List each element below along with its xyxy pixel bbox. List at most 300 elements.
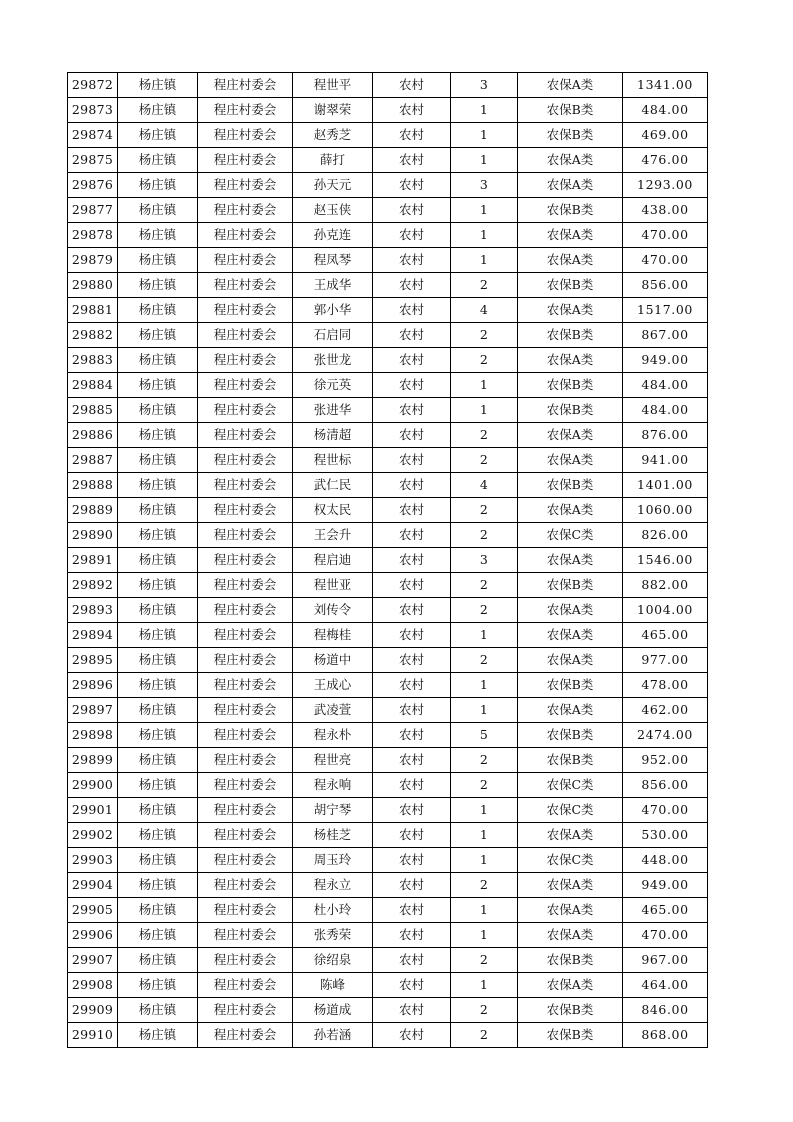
id-cell: 29889 (68, 498, 118, 523)
village-cell: 程庄村委会 (198, 248, 293, 273)
name-cell: 杨道中 (293, 648, 373, 673)
town-cell: 杨庄镇 (118, 623, 198, 648)
village-cell: 程庄村委会 (198, 698, 293, 723)
table-row (68, 998, 708, 1023)
table-row (68, 98, 708, 123)
category-cell: 农保A类 (518, 698, 623, 723)
area-cell: 农村 (373, 198, 451, 223)
village-cell: 程庄村委会 (198, 373, 293, 398)
amount-cell: 484.00 (623, 373, 708, 398)
name-cell: 程梅桂 (293, 623, 373, 648)
id-cell: 29877 (68, 198, 118, 223)
id-cell: 29878 (68, 223, 118, 248)
town-cell: 杨庄镇 (118, 273, 198, 298)
id-cell: 29908 (68, 973, 118, 998)
area-cell: 农村 (373, 473, 451, 498)
count-cell: 1 (451, 973, 518, 998)
count-cell: 1 (451, 898, 518, 923)
village-cell: 程庄村委会 (198, 848, 293, 873)
category-cell: 农保A类 (518, 498, 623, 523)
table-row (68, 148, 708, 173)
area-cell: 农村 (373, 148, 451, 173)
category-cell: 农保A类 (518, 223, 623, 248)
count-cell: 2 (451, 423, 518, 448)
count-cell: 3 (451, 73, 518, 98)
count-cell: 1 (451, 623, 518, 648)
count-cell: 2 (451, 998, 518, 1023)
count-cell: 1 (451, 848, 518, 873)
amount-cell: 448.00 (623, 848, 708, 873)
amount-cell: 462.00 (623, 698, 708, 723)
category-cell: 农保B类 (518, 1023, 623, 1048)
category-cell: 农保B类 (518, 573, 623, 598)
area-cell: 农村 (373, 723, 451, 748)
village-cell: 程庄村委会 (198, 898, 293, 923)
town-cell: 杨庄镇 (118, 423, 198, 448)
area-cell: 农村 (373, 373, 451, 398)
id-cell: 29897 (68, 698, 118, 723)
village-cell: 程庄村委会 (198, 148, 293, 173)
count-cell: 2 (451, 273, 518, 298)
area-cell: 农村 (373, 698, 451, 723)
town-cell: 杨庄镇 (118, 298, 198, 323)
id-cell: 29903 (68, 848, 118, 873)
name-cell: 杨道成 (293, 998, 373, 1023)
amount-cell: 867.00 (623, 323, 708, 348)
id-cell: 29890 (68, 523, 118, 548)
id-cell: 29876 (68, 173, 118, 198)
id-cell: 29874 (68, 123, 118, 148)
village-cell: 程庄村委会 (198, 123, 293, 148)
category-cell: 农保C类 (518, 848, 623, 873)
area-cell: 农村 (373, 823, 451, 848)
area-cell: 农村 (373, 798, 451, 823)
area-cell: 农村 (373, 423, 451, 448)
village-cell: 程庄村委会 (198, 73, 293, 98)
name-cell: 程永朴 (293, 723, 373, 748)
village-cell: 程庄村委会 (198, 873, 293, 898)
id-cell: 29902 (68, 823, 118, 848)
amount-cell: 484.00 (623, 398, 708, 423)
table-row (68, 848, 708, 873)
name-cell: 王成华 (293, 273, 373, 298)
name-cell: 石启同 (293, 323, 373, 348)
name-cell: 杨清超 (293, 423, 373, 448)
table-row (68, 798, 708, 823)
area-cell: 农村 (373, 248, 451, 273)
town-cell: 杨庄镇 (118, 673, 198, 698)
town-cell: 杨庄镇 (118, 1023, 198, 1048)
area-cell: 农村 (373, 923, 451, 948)
id-cell: 29873 (68, 98, 118, 123)
amount-cell: 949.00 (623, 348, 708, 373)
category-cell: 农保B类 (518, 948, 623, 973)
name-cell: 赵秀芝 (293, 123, 373, 148)
amount-cell: 952.00 (623, 748, 708, 773)
area-cell: 农村 (373, 98, 451, 123)
count-cell: 2 (451, 573, 518, 598)
count-cell: 2 (451, 498, 518, 523)
amount-cell: 465.00 (623, 623, 708, 648)
category-cell: 农保C类 (518, 798, 623, 823)
category-cell: 农保A类 (518, 348, 623, 373)
name-cell: 武仁民 (293, 473, 373, 498)
town-cell: 杨庄镇 (118, 998, 198, 1023)
id-cell: 29901 (68, 798, 118, 823)
town-cell: 杨庄镇 (118, 148, 198, 173)
village-cell: 程庄村委会 (198, 723, 293, 748)
id-cell: 29883 (68, 348, 118, 373)
amount-cell: 1293.00 (623, 173, 708, 198)
area-cell: 农村 (373, 298, 451, 323)
id-cell: 29887 (68, 448, 118, 473)
id-cell: 29900 (68, 773, 118, 798)
area-cell: 农村 (373, 123, 451, 148)
area-cell: 农村 (373, 673, 451, 698)
count-cell: 1 (451, 223, 518, 248)
name-cell: 郭小华 (293, 298, 373, 323)
area-cell: 农村 (373, 323, 451, 348)
count-cell: 1 (451, 248, 518, 273)
id-cell: 29893 (68, 598, 118, 623)
count-cell: 2 (451, 773, 518, 798)
area-cell: 农村 (373, 73, 451, 98)
area-cell: 农村 (373, 498, 451, 523)
name-cell: 王会升 (293, 523, 373, 548)
table-row (68, 773, 708, 798)
village-cell: 程庄村委会 (198, 823, 293, 848)
area-cell: 农村 (373, 1023, 451, 1048)
amount-cell: 1401.00 (623, 473, 708, 498)
name-cell: 程世亮 (293, 748, 373, 773)
category-cell: 农保A类 (518, 173, 623, 198)
town-cell: 杨庄镇 (118, 923, 198, 948)
id-cell: 29875 (68, 148, 118, 173)
amount-cell: 1060.00 (623, 498, 708, 523)
name-cell: 张秀荣 (293, 923, 373, 948)
area-cell: 农村 (373, 998, 451, 1023)
amount-cell: 470.00 (623, 223, 708, 248)
area-cell: 农村 (373, 523, 451, 548)
category-cell: 农保A类 (518, 873, 623, 898)
area-cell: 农村 (373, 848, 451, 873)
name-cell: 陈峰 (293, 973, 373, 998)
area-cell: 农村 (373, 598, 451, 623)
name-cell: 杨桂芝 (293, 823, 373, 848)
count-cell: 1 (451, 798, 518, 823)
town-cell: 杨庄镇 (118, 173, 198, 198)
count-cell: 2 (451, 348, 518, 373)
table-row (68, 548, 708, 573)
category-cell: 农保A类 (518, 298, 623, 323)
area-cell: 农村 (373, 898, 451, 923)
name-cell: 程永立 (293, 873, 373, 898)
id-cell: 29895 (68, 648, 118, 673)
area-cell: 农村 (373, 623, 451, 648)
area-cell: 农村 (373, 348, 451, 373)
town-cell: 杨庄镇 (118, 973, 198, 998)
table-row (68, 523, 708, 548)
town-cell: 杨庄镇 (118, 873, 198, 898)
amount-cell: 1004.00 (623, 598, 708, 623)
village-cell: 程庄村委会 (198, 973, 293, 998)
name-cell: 刘传令 (293, 598, 373, 623)
count-cell: 2 (451, 1023, 518, 1048)
table-row (68, 873, 708, 898)
count-cell: 2 (451, 873, 518, 898)
table-row (68, 573, 708, 598)
amount-cell: 826.00 (623, 523, 708, 548)
table-row (68, 623, 708, 648)
amount-cell: 882.00 (623, 573, 708, 598)
town-cell: 杨庄镇 (118, 898, 198, 923)
amount-cell: 464.00 (623, 973, 708, 998)
count-cell: 4 (451, 298, 518, 323)
table-row (68, 673, 708, 698)
id-cell: 29898 (68, 723, 118, 748)
id-cell: 29904 (68, 873, 118, 898)
category-cell: 农保B类 (518, 323, 623, 348)
village-cell: 程庄村委会 (198, 398, 293, 423)
id-cell: 29881 (68, 298, 118, 323)
amount-cell: 470.00 (623, 248, 708, 273)
count-cell: 2 (451, 323, 518, 348)
id-cell: 29894 (68, 623, 118, 648)
count-cell: 2 (451, 523, 518, 548)
table-row (68, 723, 708, 748)
area-cell: 农村 (373, 173, 451, 198)
count-cell: 5 (451, 723, 518, 748)
name-cell: 胡宁琴 (293, 798, 373, 823)
table-row (68, 273, 708, 298)
category-cell: 农保B类 (518, 123, 623, 148)
amount-cell: 2474.00 (623, 723, 708, 748)
town-cell: 杨庄镇 (118, 848, 198, 873)
category-cell: 农保A类 (518, 148, 623, 173)
village-cell: 程庄村委会 (198, 523, 293, 548)
count-cell: 4 (451, 473, 518, 498)
village-cell: 程庄村委会 (198, 348, 293, 373)
amount-cell: 438.00 (623, 198, 708, 223)
count-cell: 3 (451, 173, 518, 198)
town-cell: 杨庄镇 (118, 398, 198, 423)
amount-cell: 941.00 (623, 448, 708, 473)
table-row (68, 298, 708, 323)
village-cell: 程庄村委会 (198, 473, 293, 498)
area-cell: 农村 (373, 948, 451, 973)
amount-cell: 469.00 (623, 123, 708, 148)
town-cell: 杨庄镇 (118, 698, 198, 723)
town-cell: 杨庄镇 (118, 523, 198, 548)
name-cell: 权太民 (293, 498, 373, 523)
id-cell: 29906 (68, 923, 118, 948)
table-row (68, 223, 708, 248)
table-row (68, 1023, 708, 1048)
category-cell: 农保A类 (518, 73, 623, 98)
village-cell: 程庄村委会 (198, 548, 293, 573)
amount-cell: 868.00 (623, 1023, 708, 1048)
village-cell: 程庄村委会 (198, 498, 293, 523)
id-cell: 29899 (68, 748, 118, 773)
table-row (68, 823, 708, 848)
category-cell: 农保A类 (518, 448, 623, 473)
village-cell: 程庄村委会 (198, 998, 293, 1023)
amount-cell: 530.00 (623, 823, 708, 848)
id-cell: 29879 (68, 248, 118, 273)
name-cell: 徐绍泉 (293, 948, 373, 973)
category-cell: 农保A类 (518, 648, 623, 673)
village-cell: 程庄村委会 (198, 648, 293, 673)
village-cell: 程庄村委会 (198, 323, 293, 348)
id-cell: 29909 (68, 998, 118, 1023)
id-cell: 29896 (68, 673, 118, 698)
village-cell: 程庄村委会 (198, 623, 293, 648)
name-cell: 程启迪 (293, 548, 373, 573)
count-cell: 3 (451, 548, 518, 573)
area-cell: 农村 (373, 648, 451, 673)
town-cell: 杨庄镇 (118, 323, 198, 348)
town-cell: 杨庄镇 (118, 98, 198, 123)
town-cell: 杨庄镇 (118, 823, 198, 848)
count-cell: 2 (451, 598, 518, 623)
name-cell: 薛打 (293, 148, 373, 173)
count-cell: 1 (451, 698, 518, 723)
town-cell: 杨庄镇 (118, 948, 198, 973)
amount-cell: 846.00 (623, 998, 708, 1023)
table-row (68, 248, 708, 273)
category-cell: 农保B类 (518, 398, 623, 423)
table-row (68, 448, 708, 473)
name-cell: 赵玉侠 (293, 198, 373, 223)
name-cell: 程凤琴 (293, 248, 373, 273)
count-cell: 1 (451, 673, 518, 698)
table-row (68, 698, 708, 723)
village-cell: 程庄村委会 (198, 1023, 293, 1048)
town-cell: 杨庄镇 (118, 548, 198, 573)
village-cell: 程庄村委会 (198, 598, 293, 623)
name-cell: 周玉玲 (293, 848, 373, 873)
category-cell: 农保B类 (518, 673, 623, 698)
town-cell: 杨庄镇 (118, 473, 198, 498)
id-cell: 29872 (68, 73, 118, 98)
area-cell: 农村 (373, 448, 451, 473)
table-row (68, 748, 708, 773)
town-cell: 杨庄镇 (118, 498, 198, 523)
id-cell: 29892 (68, 573, 118, 598)
name-cell: 张世龙 (293, 348, 373, 373)
table-row (68, 73, 708, 98)
name-cell: 程世亚 (293, 573, 373, 598)
village-cell: 程庄村委会 (198, 298, 293, 323)
table-row (68, 598, 708, 623)
count-cell: 2 (451, 648, 518, 673)
amount-cell: 949.00 (623, 873, 708, 898)
category-cell: 农保B类 (518, 473, 623, 498)
category-cell: 农保A类 (518, 923, 623, 948)
name-cell: 孙天元 (293, 173, 373, 198)
table-row (68, 898, 708, 923)
table-body (68, 73, 708, 1048)
area-cell: 农村 (373, 573, 451, 598)
amount-cell: 977.00 (623, 648, 708, 673)
id-cell: 29884 (68, 373, 118, 398)
category-cell: 农保C类 (518, 773, 623, 798)
area-cell: 农村 (373, 223, 451, 248)
amount-cell: 478.00 (623, 673, 708, 698)
table-row (68, 323, 708, 348)
amount-cell: 470.00 (623, 923, 708, 948)
category-cell: 农保B类 (518, 273, 623, 298)
category-cell: 农保B类 (518, 373, 623, 398)
category-cell: 农保C类 (518, 523, 623, 548)
amount-cell: 465.00 (623, 898, 708, 923)
area-cell: 农村 (373, 548, 451, 573)
category-cell: 农保B类 (518, 723, 623, 748)
name-cell: 谢翠荣 (293, 98, 373, 123)
id-cell: 29888 (68, 473, 118, 498)
table-row (68, 973, 708, 998)
area-cell: 农村 (373, 273, 451, 298)
village-cell: 程庄村委会 (198, 573, 293, 598)
town-cell: 杨庄镇 (118, 73, 198, 98)
category-cell: 农保A类 (518, 548, 623, 573)
amount-cell: 856.00 (623, 773, 708, 798)
town-cell: 杨庄镇 (118, 773, 198, 798)
count-cell: 1 (451, 148, 518, 173)
name-cell: 杜小玲 (293, 898, 373, 923)
name-cell: 张进华 (293, 398, 373, 423)
count-cell: 2 (451, 948, 518, 973)
category-cell: 农保B类 (518, 748, 623, 773)
category-cell: 农保A类 (518, 598, 623, 623)
count-cell: 1 (451, 98, 518, 123)
category-cell: 农保A类 (518, 898, 623, 923)
town-cell: 杨庄镇 (118, 248, 198, 273)
village-cell: 程庄村委会 (198, 173, 293, 198)
table-row (68, 123, 708, 148)
amount-cell: 1546.00 (623, 548, 708, 573)
village-cell: 程庄村委会 (198, 923, 293, 948)
village-cell: 程庄村委会 (198, 448, 293, 473)
count-cell: 2 (451, 748, 518, 773)
table-row (68, 648, 708, 673)
town-cell: 杨庄镇 (118, 748, 198, 773)
village-cell: 程庄村委会 (198, 273, 293, 298)
town-cell: 杨庄镇 (118, 223, 198, 248)
table-row (68, 173, 708, 198)
amount-cell: 484.00 (623, 98, 708, 123)
table-row (68, 498, 708, 523)
village-cell: 程庄村委会 (198, 223, 293, 248)
category-cell: 农保B类 (518, 98, 623, 123)
name-cell: 孙若涵 (293, 1023, 373, 1048)
count-cell: 2 (451, 448, 518, 473)
count-cell: 1 (451, 373, 518, 398)
count-cell: 1 (451, 823, 518, 848)
village-cell: 程庄村委会 (198, 798, 293, 823)
village-cell: 程庄村委会 (198, 673, 293, 698)
town-cell: 杨庄镇 (118, 348, 198, 373)
area-cell: 农村 (373, 748, 451, 773)
village-cell: 程庄村委会 (198, 948, 293, 973)
town-cell: 杨庄镇 (118, 798, 198, 823)
amount-cell: 967.00 (623, 948, 708, 973)
amount-cell: 470.00 (623, 798, 708, 823)
table-row (68, 398, 708, 423)
area-cell: 农村 (373, 973, 451, 998)
town-cell: 杨庄镇 (118, 448, 198, 473)
town-cell: 杨庄镇 (118, 648, 198, 673)
